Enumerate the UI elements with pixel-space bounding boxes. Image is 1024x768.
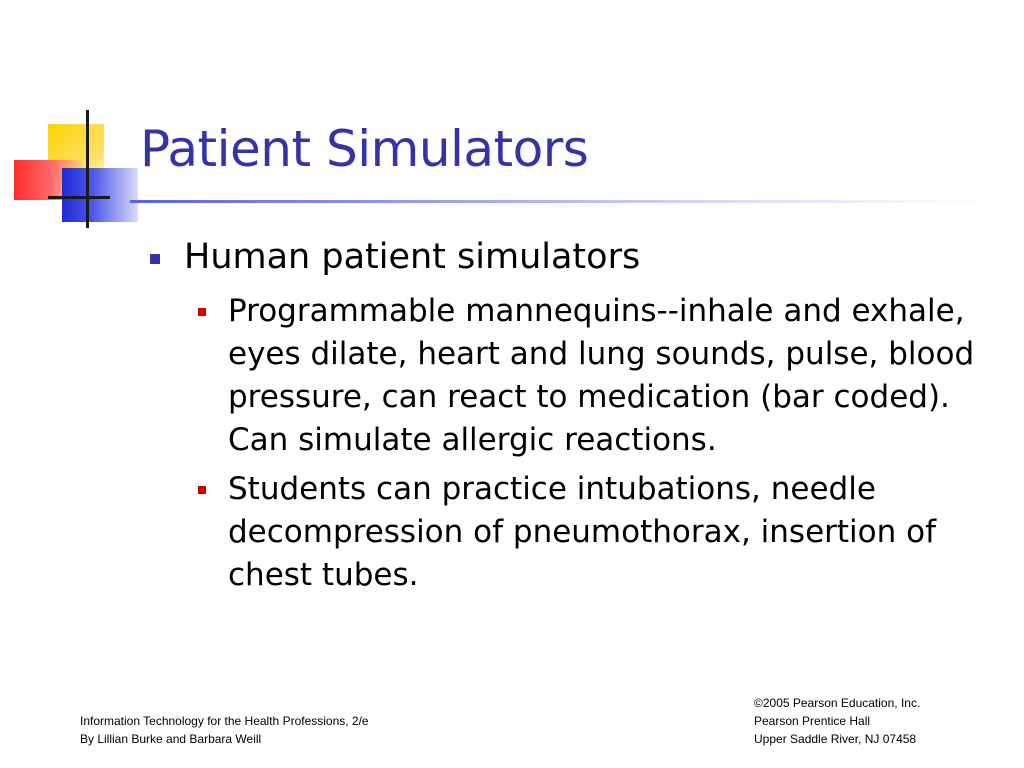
horizontal-line-decoration — [48, 196, 110, 199]
sub-bullet-list — [198, 290, 990, 597]
square-bullet-icon — [198, 486, 206, 494]
square-bullet-icon — [150, 254, 160, 264]
title-underline — [130, 200, 990, 203]
footer-book-title: Information Technology for the Health Professions, 2/e — [80, 714, 369, 728]
vertical-line-decoration — [86, 110, 89, 228]
footer-left — [80, 712, 369, 748]
sub-bullet-text: Programmable mannequins--inhale and exhale, eyes dilate, heart and lung sounds, pulse, blood pressure, can react to medication (bar coded). Can simulate allergic reactions. — [228, 293, 975, 458]
bullet-text: Human patient simulators — [184, 237, 641, 277]
footer-address: Upper Saddle River, NJ 07458 — [754, 732, 917, 746]
footer-publisher: Pearson Prentice Hall — [754, 714, 871, 728]
bullet-level2 — [198, 290, 990, 462]
decorative-logo-graphic — [0, 0, 160, 240]
bullet-level2 — [198, 468, 990, 597]
slide-body — [150, 236, 990, 603]
blue-square-decoration — [62, 168, 138, 222]
footer-right — [754, 694, 920, 748]
footer-authors: By Lillian Burke and Barbara Weill — [80, 732, 262, 746]
square-bullet-icon — [198, 308, 206, 316]
slide-title: Patient Simulators — [140, 120, 589, 178]
sub-bullet-text: Students can practice intubations, needle decompression of pneumothorax, insertion of chest tubes. — [228, 471, 937, 593]
bullet-level1 — [150, 236, 990, 278]
footer-copyright: ©2005 Pearson Education, Inc. — [754, 696, 921, 710]
